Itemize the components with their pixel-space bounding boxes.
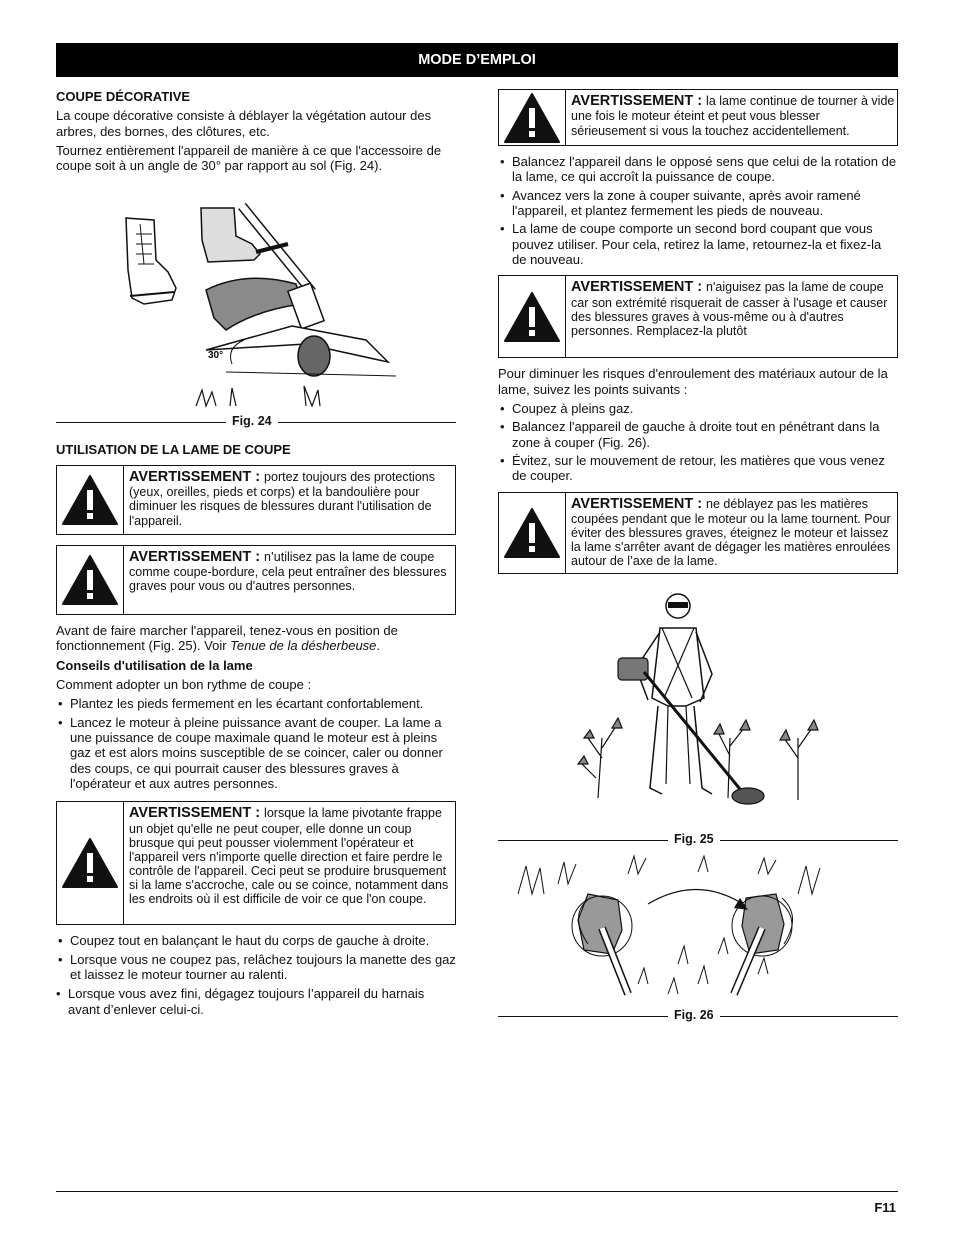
figure-24 bbox=[56, 200, 456, 410]
paragraph: Comment adopter un bon rythme de coupe : bbox=[56, 676, 312, 692]
figure-26 bbox=[498, 854, 898, 1004]
figure-25 bbox=[498, 588, 898, 828]
warning-text: lorsque la lame pivotante frappe un objet qu'elle ne peut couper, elle donne un coup brusque qui peut pousser violemment l'opérateur et l'appareil vers n'importe quelle direction et faire perdre le contrôle de l'appareil. Ceci peut se produire brusquement si la lame s'accroche, cale ou se coince, notamment dans les endroits où il est difficile de voir ce que l'on coupe. bbox=[129, 806, 449, 907]
list-item: • Coupez à pleins gaz. bbox=[498, 401, 898, 416]
warning-text: n'aiguisez pas la lame de coupe car son extrémité risquerait de casser à l'usage et causer des blessures graves à vous-même ou à d'autres personnes. Remplacez-la plutôt bbox=[571, 280, 888, 338]
figure-caption bbox=[498, 1008, 898, 1024]
warning-icon bbox=[57, 466, 124, 534]
warning-text: n’utilisez pas la lame de coupe comme coupe-bordure, cela peut entraîner des blessures graves pour vous ou d'autres personnes. bbox=[129, 549, 447, 594]
section-title-utilisation-lame: UTILISATION DE LA LAME DE COUPE bbox=[56, 441, 291, 457]
warning-icon bbox=[57, 802, 124, 924]
angle-label: 30° bbox=[208, 349, 224, 361]
warning-text: ne déblayez pas les matières coupées pendant que le moteur ou la lame tournent. Pour éviter des blessures graves, éteignez le moteur et laissez la lame s'arrêter avant de dégager les matières enroulées autour de l’axe de la lame. bbox=[571, 496, 891, 569]
list-item: • Plantez les pieds fermement en les écartant confortablement. bbox=[56, 696, 456, 711]
end-list bbox=[56, 933, 456, 982]
tips-list bbox=[56, 696, 456, 791]
list-item: • Balancez l'appareil dans le opposé sens que celui de la rotation de la lame, ce qui accroît la puissance de coupe. bbox=[498, 154, 898, 185]
figure-caption bbox=[56, 414, 456, 430]
warning-text: portez toujours des protections (yeux, oreilles, pieds et corps) et la bandoulière pour diminuer les risques de blessures durant l'utilisation de l'appareil. bbox=[129, 469, 435, 528]
fig26-label: Fig. 26 bbox=[668, 1008, 720, 1023]
right-column bbox=[498, 89, 898, 1034]
end-list-last bbox=[56, 986, 456, 1017]
fig25-label: Fig. 25 bbox=[668, 832, 720, 847]
warning-text: la lame continue de tourner à vide une fois le moteur éteint et peut vous blesser sérieusement si vous la touchez accidentellement. bbox=[571, 94, 895, 138]
warning-box bbox=[498, 89, 898, 146]
list-item: • Balancez l'appareil de gauche à droite tout en pénétrant dans la zone à couper (Fig. 26). bbox=[498, 419, 898, 450]
warning-title: AVERTISSEMENT : bbox=[571, 93, 703, 109]
warning-icon bbox=[57, 546, 124, 614]
cutting-motion-illustration bbox=[498, 854, 898, 1004]
paragraph: La coupe décorative consiste à déblayer la végétation autour des arbres, des bornes, des clôtures, etc. bbox=[56, 108, 432, 139]
list-item: • Lorsque vous ne coupez pas, relâchez toujours la manette des gaz et laissez le moteur tourner au ralenti. bbox=[56, 952, 456, 983]
left-column bbox=[56, 89, 456, 1021]
section-header: MODE D’EMPLOI bbox=[56, 43, 898, 77]
warning-title: AVERTISSEMENT : bbox=[129, 468, 261, 485]
paragraph: Avant de faire marcher l'appareil, tenez-vous en position de fonctionnement (Fig. 25). Voir Tenue de la désherbeuse. bbox=[56, 622, 398, 654]
list-item: • La lame de coupe comporte un second bord coupant que vous pouvez utiliser. Pour cela, retirez la lame, retournez-la et fixez-la de nouveau. bbox=[498, 221, 898, 267]
operator-illustration bbox=[498, 588, 898, 828]
warning-title: AVERTISSEMENT : bbox=[571, 495, 703, 512]
list-item: • Lorsque vous avez fini, dégagez toujours l’appareil du harnais avant d’enlever celui-ci. bbox=[56, 986, 456, 1017]
list-item: • Lancez le moteur à pleine puissance avant de couper. La lame a une puissance de coupe maximale quand le moteur est à pleins gaz et est alors moins susceptible de se coincer, caler ou donner des coups, ce qui pourrait causer des blessures graves à l'opérateur et aux autres personnes. bbox=[56, 715, 456, 792]
warning-title: AVERTISSEMENT : bbox=[129, 805, 261, 822]
trimmer-blade-illustration bbox=[56, 200, 456, 410]
list-item: • Avancez vers la zone à couper suivante, après avoir ramené l'appareil, et plantez fermement les pieds de nouveau. bbox=[498, 188, 898, 219]
warning-box bbox=[498, 492, 898, 574]
warning-icon bbox=[499, 493, 566, 573]
reference-link-text: Tenue de la désherbeuse bbox=[230, 638, 377, 654]
section-title-coupe-decorative: COUPE DÉCORATIVE bbox=[56, 89, 191, 104]
warning-title: AVERTISSEMENT : bbox=[571, 279, 703, 296]
warning-icon bbox=[499, 90, 566, 145]
paragraph: Tournez entièrement l'appareil de manière à ce que l'accessoire de coupe soit à un angle de 30° par rapport au sol (Fig. 24). bbox=[56, 142, 442, 174]
warning-title: AVERTISSEMENT : bbox=[129, 548, 261, 565]
warning-box bbox=[56, 545, 456, 615]
figure-caption bbox=[498, 832, 898, 848]
paragraph: Pour diminuer les risques d'enroulement des matériaux autour de la lame, suivez les points suivants : bbox=[498, 366, 888, 397]
list-item: • Coupez tout en balançant le haut du corps de gauche à droite. bbox=[56, 933, 456, 948]
list-item: • Évitez, sur le mouvement de retour, les matières que vous venez de couper. bbox=[498, 453, 898, 484]
footer-divider bbox=[56, 1191, 898, 1192]
warning-box bbox=[56, 801, 456, 925]
rotation-list bbox=[498, 154, 898, 267]
wrap-list bbox=[498, 401, 898, 484]
warning-box bbox=[498, 275, 898, 358]
fig24-label: Fig. 24 bbox=[226, 414, 278, 429]
page-number: F11 bbox=[874, 1200, 896, 1215]
subsection-title: Conseils d'utilisation de la lame bbox=[56, 657, 253, 673]
warning-icon bbox=[499, 276, 566, 357]
warning-box bbox=[56, 465, 456, 535]
